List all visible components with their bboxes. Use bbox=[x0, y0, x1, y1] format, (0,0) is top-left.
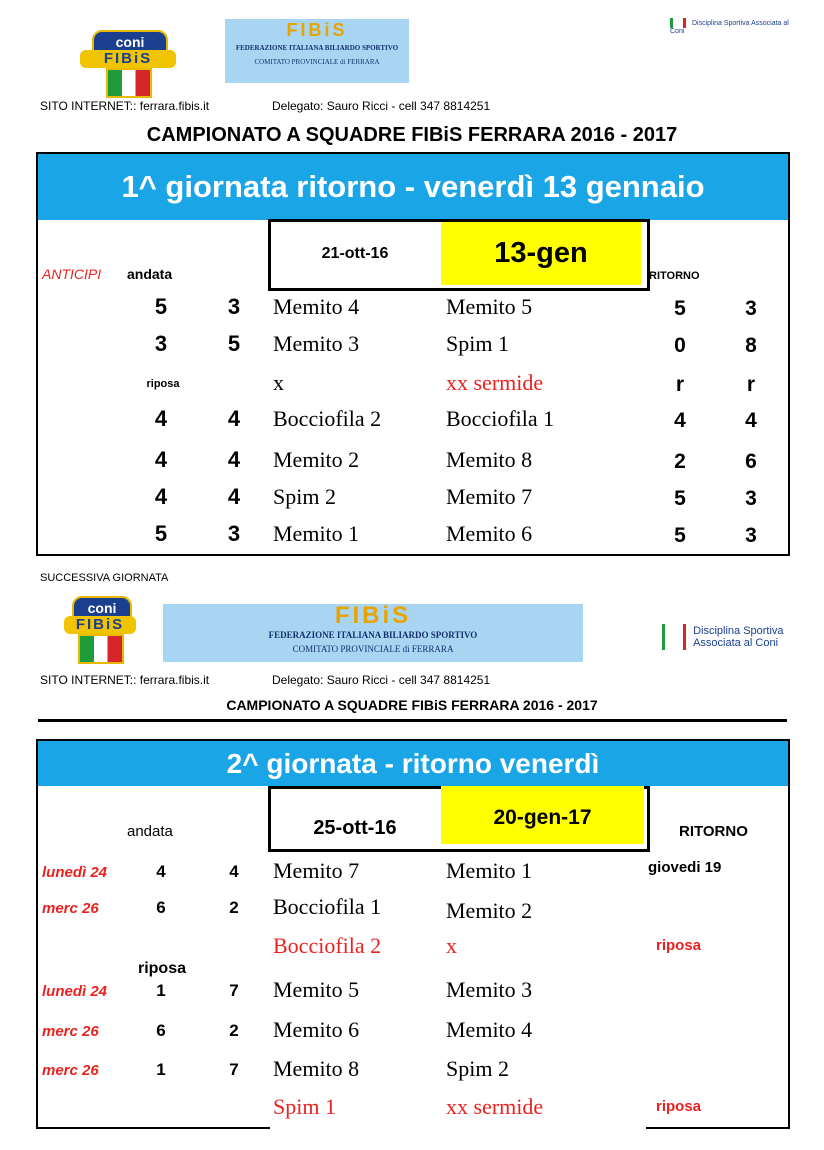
next-round-label: SUCCESSIVA GIORNATA bbox=[40, 572, 169, 584]
round1-andata-home-score: 5 bbox=[154, 521, 168, 546]
csa-logo bbox=[670, 18, 790, 35]
banner-committee: COMITATO PROVINCIALE di FERRARA bbox=[254, 58, 380, 66]
round2-home-team: Spim 1 bbox=[273, 1094, 336, 1119]
csa-logo-2 bbox=[662, 624, 784, 650]
round1-ritorno-label: RITORNO bbox=[649, 270, 700, 282]
round1-ritorno-away-score: 3 bbox=[745, 297, 757, 320]
round2-andata-away-score: 2 bbox=[229, 1021, 239, 1040]
round1-andata-home-score: 4 bbox=[154, 484, 168, 509]
coni-logo bbox=[78, 26, 178, 96]
round2-andata-away-score: 2 bbox=[229, 898, 239, 917]
round2-ritorno-label: RITORNO bbox=[679, 823, 748, 840]
delegate-info: Delegato: Sauro Ricci - cell 347 8814251 bbox=[272, 99, 491, 113]
round2-away-team: Memito 2 bbox=[446, 898, 533, 923]
coni-logo-text: coni bbox=[92, 30, 168, 54]
round1-ritorno-away-score: 3 bbox=[745, 524, 757, 547]
round1-away-team: Memito 7 bbox=[446, 484, 533, 509]
round1-ritorno-away-score: 4 bbox=[745, 409, 757, 432]
round2-away-team: Memito 1 bbox=[446, 858, 533, 883]
round2-day-note: lunedì 24 bbox=[42, 983, 108, 1000]
round1-home-team: Memito 2 bbox=[273, 447, 360, 472]
coni-stripes-2-icon bbox=[662, 624, 686, 650]
round1-home-team: Spim 2 bbox=[273, 484, 336, 509]
banner-federation: FEDERAZIONE ITALIANA BILIARDO SPORTIVO bbox=[235, 44, 399, 52]
round2-home-team: Bocciofila 1 bbox=[273, 894, 382, 919]
round1-home-team: Memito 3 bbox=[273, 331, 360, 356]
round1-andata-away-score: 4 bbox=[227, 484, 241, 509]
round1-ritorno-away-score: 6 bbox=[745, 450, 757, 473]
coni-stripes-icon bbox=[670, 18, 686, 28]
round2-andata-away-score: 7 bbox=[229, 1060, 239, 1079]
round1-home-team: x bbox=[273, 370, 284, 395]
round1-andata-home-score: riposa bbox=[146, 378, 180, 390]
round2-away-team: Memito 4 bbox=[446, 1017, 533, 1042]
round2-andata-away-score: 7 bbox=[229, 981, 239, 1000]
round1-home-team: Bocciofila 2 bbox=[273, 406, 382, 431]
round2-riposa-note: riposa bbox=[656, 937, 702, 954]
site-url-2: SITO INTERNET:: ferrara.fibis.it bbox=[40, 673, 210, 687]
fibis-banner-2 bbox=[163, 604, 583, 662]
csa-2-line1: Disciplina Sportiva bbox=[693, 625, 784, 637]
round2-day-note: lunedì 24 bbox=[42, 864, 108, 881]
round2-riposa-note: riposa bbox=[656, 1098, 702, 1115]
round1-away-team: Spim 1 bbox=[446, 331, 509, 356]
round2-andata-home-score: 1 bbox=[156, 1060, 166, 1079]
round1-ritorno-home-score: 0 bbox=[674, 334, 686, 357]
banner-2-federation: FEDERAZIONE ITALIANA BILIARDO SPORTIVO bbox=[268, 630, 478, 640]
round1-andata-away-score: 3 bbox=[227, 294, 241, 319]
round2-andata-home-score: 6 bbox=[156, 898, 166, 917]
round2-away-team: xx sermide bbox=[446, 1094, 544, 1119]
round2-away-team: x bbox=[446, 933, 457, 958]
section-divider bbox=[38, 719, 787, 722]
banner-2-committee: COMITATO PROVINCIALE di FERRARA bbox=[292, 644, 454, 654]
banner-title: FIBiS bbox=[286, 20, 348, 40]
round1-andata-away-score: 3 bbox=[227, 521, 241, 546]
italian-flag-icon bbox=[106, 68, 152, 98]
championship-title-2: CAMPIONATO A SQUADRE FIBiS FERRARA 2016 - 2017 bbox=[226, 697, 598, 713]
round1-home-team: Memito 4 bbox=[273, 294, 360, 319]
round1-ritorno-away-score: r bbox=[746, 373, 756, 396]
round1-ritorno-home-score: 5 bbox=[674, 524, 686, 547]
round2-away-team: Memito 3 bbox=[446, 977, 533, 1002]
banner-2-title: FIBiS bbox=[334, 602, 412, 629]
round2-date-ritorno: 20-gen-17 bbox=[493, 806, 592, 829]
round1-date-ritorno: 13-gen bbox=[494, 237, 588, 269]
round1-title: 1^ giornata ritorno - venerdì 13 gennaio bbox=[38, 154, 788, 220]
round1-away-team: Bocciofila 1 bbox=[446, 406, 555, 431]
round2-day-note: merc 26 bbox=[42, 900, 99, 917]
round2-day-note: merc 26 bbox=[42, 1062, 99, 1079]
fibis-banner bbox=[225, 19, 409, 83]
round1-andata-home-score: 3 bbox=[154, 331, 168, 356]
round2-home-team: Memito 6 bbox=[273, 1017, 360, 1042]
round2-day-note: merc 26 bbox=[42, 1023, 99, 1040]
round1-away-team: Memito 6 bbox=[446, 521, 533, 546]
round1-andata-home-score: 5 bbox=[154, 294, 168, 319]
coni-logo-2 bbox=[64, 592, 164, 662]
round1-ritorno-home-score: 5 bbox=[674, 487, 686, 510]
round1-andata-home-score: 4 bbox=[154, 447, 168, 472]
coni-logo-2-text: coni bbox=[72, 596, 132, 620]
round1-date-andata: 21-ott-16 bbox=[321, 245, 389, 262]
round1-away-team: xx sermide bbox=[446, 370, 544, 395]
round1-andata-away-score: 5 bbox=[227, 331, 241, 356]
csa-2-line2: Associata al Coni bbox=[693, 637, 779, 649]
round2-bottom-gap bbox=[270, 1125, 646, 1129]
round1-andata-home-score: 4 bbox=[154, 406, 168, 431]
round2-home-team: Memito 5 bbox=[273, 977, 360, 1002]
round2-away-team: Spim 2 bbox=[446, 1056, 509, 1081]
round1-andata-away-score: 4 bbox=[227, 447, 241, 472]
round2-home-team: Bocciofila 2 bbox=[273, 933, 382, 958]
round1-andata-label: andata bbox=[127, 266, 173, 282]
round2-andata-home-score: riposa bbox=[137, 960, 186, 977]
round2-andata-away-score: 4 bbox=[229, 862, 239, 881]
round1-ritorno-home-score: 4 bbox=[674, 409, 686, 432]
round1-ritorno-home-score: 5 bbox=[674, 297, 686, 320]
round2-date-andata: 25-ott-16 bbox=[313, 817, 397, 839]
round2-home-team: Memito 8 bbox=[273, 1056, 360, 1081]
round1-ritorno-home-score: 2 bbox=[674, 450, 686, 473]
italian-flag-2-icon bbox=[78, 634, 124, 664]
round2-giovedi-label: giovedi 19 bbox=[648, 859, 722, 876]
round1-ritorno-away-score: 8 bbox=[745, 334, 757, 357]
round2-home-team: Memito 7 bbox=[273, 858, 360, 883]
delegate-info-2: Delegato: Sauro Ricci - cell 347 8814251 bbox=[272, 673, 491, 687]
round1-home-team: Memito 1 bbox=[273, 521, 360, 546]
fibis-logo-2-text: FIBiS bbox=[64, 616, 136, 634]
site-url: SITO INTERNET:: ferrara.fibis.it bbox=[40, 99, 210, 113]
round1-away-team: Memito 5 bbox=[446, 294, 533, 319]
championship-title: CAMPIONATO A SQUADRE FIBiS FERRARA 2016 - 2017 bbox=[146, 124, 678, 146]
round2-andata-home-score: 1 bbox=[156, 981, 166, 1000]
round2-andata-home-score: 4 bbox=[156, 862, 166, 881]
round2-andata-label: andata bbox=[127, 823, 173, 840]
round1-away-team: Memito 8 bbox=[446, 447, 533, 472]
round1-andata-away-score: 4 bbox=[227, 406, 241, 431]
round1-ritorno-away-score: 3 bbox=[745, 487, 757, 510]
csa-text: Disciplina Sportiva Associata al Coni bbox=[670, 19, 789, 35]
round2-title: 2^ giornata - ritorno venerdì bbox=[38, 741, 788, 786]
round1-ritorno-home-score: r bbox=[675, 373, 685, 396]
round1-anticipi-label: ANTICIPI bbox=[42, 266, 102, 282]
round2-andata-home-score: 6 bbox=[156, 1021, 166, 1040]
fibis-logo-text: FIBiS bbox=[80, 50, 176, 68]
